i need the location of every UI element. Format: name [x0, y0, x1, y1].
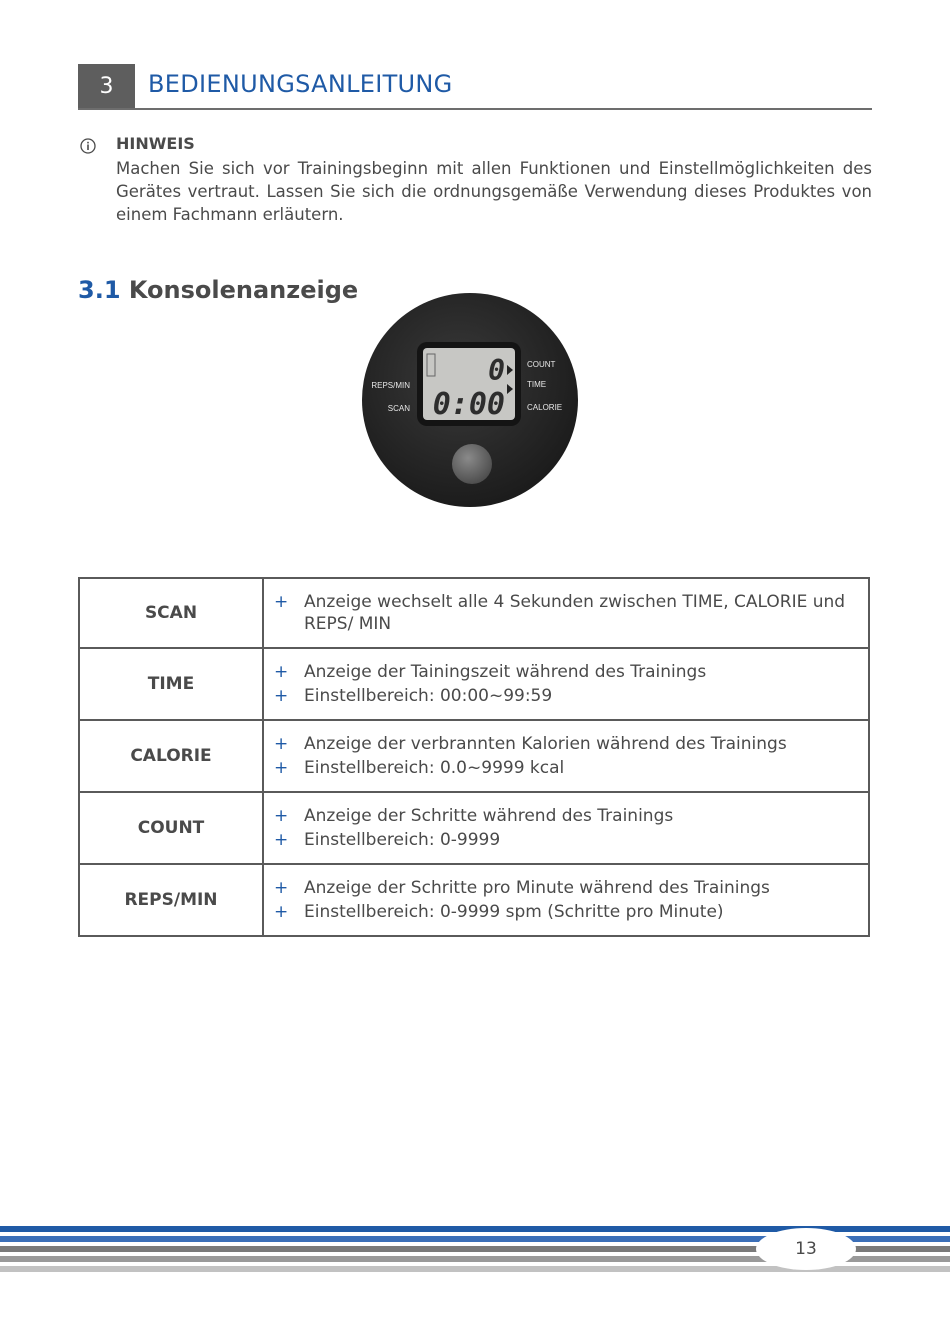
row-description — [263, 792, 869, 864]
console-display-image — [361, 292, 579, 508]
section-title-text: Konsolenanzeige — [128, 276, 359, 304]
chapter-title: BEDIENUNGSANLEITUNG — [148, 70, 453, 98]
list-item — [274, 805, 860, 827]
list-item — [274, 829, 860, 851]
item-text: Einstellbereich: 0-9999 — [304, 830, 501, 850]
item-text: Einstellbereich: 00:00~99:59 — [304, 686, 553, 706]
console-label-count: COUNT — [527, 360, 556, 369]
console-label-reps-min: REPS/MIN — [371, 381, 410, 390]
table-row — [79, 648, 869, 720]
list-item — [274, 757, 860, 779]
chapter-number: 3 — [78, 64, 135, 108]
info-icon — [80, 138, 96, 154]
row-description — [263, 648, 869, 720]
row-label-count: COUNT — [79, 792, 263, 864]
row-label-reps-min: REPS/MIN — [79, 864, 263, 936]
row-label-time: TIME — [79, 648, 263, 720]
section-number: 3.1 — [78, 276, 121, 304]
console-label-calorie: CALORIE — [527, 403, 563, 412]
console-top-value: 0 — [488, 354, 505, 387]
item-text: Anzeige wechselt alle 4 Sekunden zwischen TIME, CALORIE und REPS/ MIN — [304, 592, 846, 634]
row-description — [263, 864, 869, 936]
table-row — [79, 864, 869, 936]
list-item — [274, 877, 860, 899]
plus-bullet-icon: + — [274, 758, 289, 778]
list-item — [274, 661, 860, 683]
list-item — [274, 591, 860, 635]
table-row — [79, 578, 869, 648]
row-label-calorie: CALORIE — [79, 720, 263, 792]
row-description — [263, 720, 869, 792]
plus-bullet-icon: + — [274, 662, 289, 682]
item-text: Anzeige der Schritte während des Trainings — [304, 806, 674, 826]
list-item — [274, 901, 860, 923]
note-title: HINWEIS — [116, 134, 195, 153]
note-text: Machen Sie sich vor Trainingsbeginn mit allen Funktionen und Einstellmöglichkeiten des Gerätes vertraut. Lassen Sie sich die ordnungsgemäße Verwendung dieses Produktes von einem Fachmann erläutern. — [116, 159, 872, 224]
console-label-scan: SCAN — [387, 404, 410, 413]
plus-bullet-icon: + — [274, 878, 289, 898]
plus-bullet-icon: + — [274, 734, 289, 754]
row-description — [263, 578, 869, 648]
plus-bullet-icon: + — [274, 686, 289, 706]
row-label-scan: SCAN — [79, 578, 263, 648]
list-item — [274, 733, 860, 755]
item-text: Anzeige der Schritte pro Minute während des Trainings — [304, 878, 770, 898]
table-row — [79, 720, 869, 792]
console-label-time: TIME — [527, 380, 547, 389]
table-row — [79, 792, 869, 864]
chapter-header — [78, 64, 872, 110]
section-title — [78, 276, 358, 304]
item-text: Anzeige der Tainingszeit während des Trainings — [304, 662, 707, 682]
item-text: Anzeige der verbrannten Kalorien während des Trainings — [304, 734, 787, 754]
plus-bullet-icon: + — [274, 902, 289, 922]
list-item — [274, 685, 860, 707]
console-time-value: 0:00 — [432, 387, 505, 422]
console-functions-table — [78, 577, 870, 937]
console-button — [452, 444, 492, 484]
item-text: Einstellbereich: 0.0~9999 kcal — [304, 758, 565, 778]
plus-bullet-icon: + — [274, 830, 289, 850]
plus-bullet-icon: + — [274, 592, 289, 612]
plus-bullet-icon: + — [274, 806, 289, 826]
page-number: 13 — [756, 1228, 856, 1270]
item-text: Einstellbereich: 0-9999 spm (Schritte pro Minute) — [304, 902, 724, 922]
